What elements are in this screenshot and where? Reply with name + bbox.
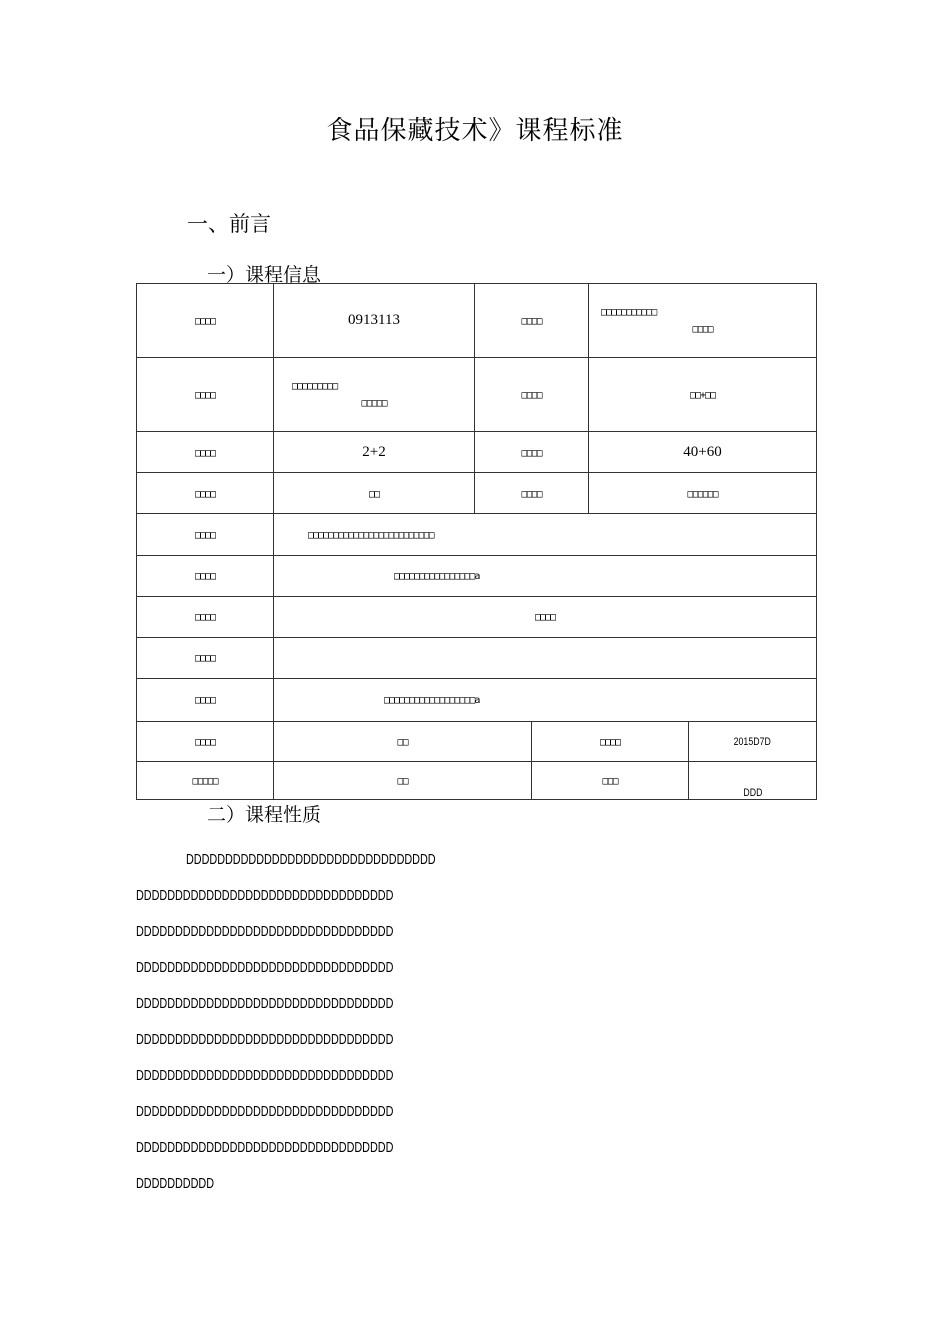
paragraph-line: DDDDDDDDDDDDDDDDDDDDDDDDDDDDDDDDD bbox=[136, 1139, 394, 1156]
cell-label: □□□□ bbox=[137, 721, 274, 761]
subheading-course-info: 一）课程信息 bbox=[207, 264, 322, 286]
cell-label: □□□□ bbox=[475, 473, 589, 514]
cell-value: □□+□□ bbox=[589, 358, 817, 432]
table-row bbox=[137, 678, 817, 721]
paragraph-line: DDDDDDDDDDDDDDDDDDDDDDDDDDDDDDDDD bbox=[136, 887, 394, 904]
cell-label: □□□□ bbox=[532, 721, 689, 761]
cell-label: □□□□ bbox=[137, 555, 274, 596]
paragraph-line: DDDDDDDDDD bbox=[136, 1175, 214, 1192]
cell-label: □□□□ bbox=[137, 473, 274, 514]
paragraph-line: DDDDDDDDDDDDDDDDDDDDDDDDDDDDDDDDD bbox=[136, 1031, 394, 1048]
cell-value: □□□□ bbox=[274, 596, 817, 637]
table-row bbox=[137, 432, 817, 473]
cell-course-code: 0913113 bbox=[274, 284, 475, 358]
cell-value: DDD bbox=[689, 761, 817, 799]
paragraph-line: DDDDDDDDDDDDDDDDDDDDDDDDDDDDDDDDD bbox=[136, 1067, 394, 1084]
cell-label: □□□□ bbox=[137, 432, 274, 473]
cell-label: □□□ bbox=[532, 761, 689, 799]
cell-value: □□ bbox=[274, 473, 475, 514]
cell-date: 2015D7D bbox=[689, 721, 817, 761]
cell-value: □□ bbox=[274, 761, 532, 799]
paragraph-line: DDDDDDDDDDDDDDDDDDDDDDDDDDDDDDDDD bbox=[136, 923, 394, 940]
table-row bbox=[137, 555, 817, 596]
cell-label: □□□□□ bbox=[137, 761, 274, 799]
subheading-course-nature: 二）课程性质 bbox=[207, 804, 322, 826]
paragraph-line: DDDDDDDDDDDDDDDDDDDDDDDDDDDDDDDD bbox=[186, 851, 436, 868]
cell-label: □□□□ bbox=[475, 432, 589, 473]
cell-value: □□□□□□□□□ □□□□□ bbox=[274, 358, 475, 432]
table-row bbox=[137, 514, 817, 555]
document-title: 食品保藏技术》课程标准 bbox=[326, 116, 624, 146]
table-row bbox=[137, 637, 817, 678]
cell-value bbox=[274, 637, 817, 678]
table-row bbox=[137, 284, 817, 358]
cell-label: □□□□ bbox=[137, 596, 274, 637]
cell-label: □□□□ bbox=[137, 637, 274, 678]
cell-label: □□□□ bbox=[137, 514, 274, 555]
table-row bbox=[137, 721, 817, 761]
paragraph-line: DDDDDDDDDDDDDDDDDDDDDDDDDDDDDDDDD bbox=[136, 995, 394, 1012]
cell-label: □□□□ bbox=[475, 284, 589, 358]
cell-value: □□□□□□□□□□□□□□□□□□a bbox=[274, 678, 817, 721]
cell-hours: 40+60 bbox=[589, 432, 817, 473]
cell-value: □□□□□□□□□□□□□□□□□□□□□□□□□ bbox=[274, 514, 817, 555]
table-row bbox=[137, 358, 817, 432]
course-info-table bbox=[136, 283, 817, 800]
table-row bbox=[137, 473, 817, 514]
cell-label: □□□□ bbox=[137, 358, 274, 432]
table-row bbox=[137, 761, 817, 799]
cell-value: □□□□□□□□□□□□□□□□a bbox=[274, 555, 817, 596]
paragraph-line: DDDDDDDDDDDDDDDDDDDDDDDDDDDDDDDDD bbox=[136, 1103, 394, 1120]
cell-label: □□□□ bbox=[137, 284, 274, 358]
cell-label: □□□□ bbox=[137, 678, 274, 721]
section-heading-preface: 一、前言 bbox=[187, 212, 271, 236]
cell-credits: 2+2 bbox=[274, 432, 475, 473]
cell-label: □□□□ bbox=[475, 358, 589, 432]
cell-value: □□ bbox=[274, 721, 532, 761]
cell-value: □□□□□□□□□□□ □□□□ bbox=[589, 284, 817, 358]
cell-value: □□□□□□ bbox=[589, 473, 817, 514]
paragraph-line: DDDDDDDDDDDDDDDDDDDDDDDDDDDDDDDDD bbox=[136, 959, 394, 976]
table-row bbox=[137, 596, 817, 637]
